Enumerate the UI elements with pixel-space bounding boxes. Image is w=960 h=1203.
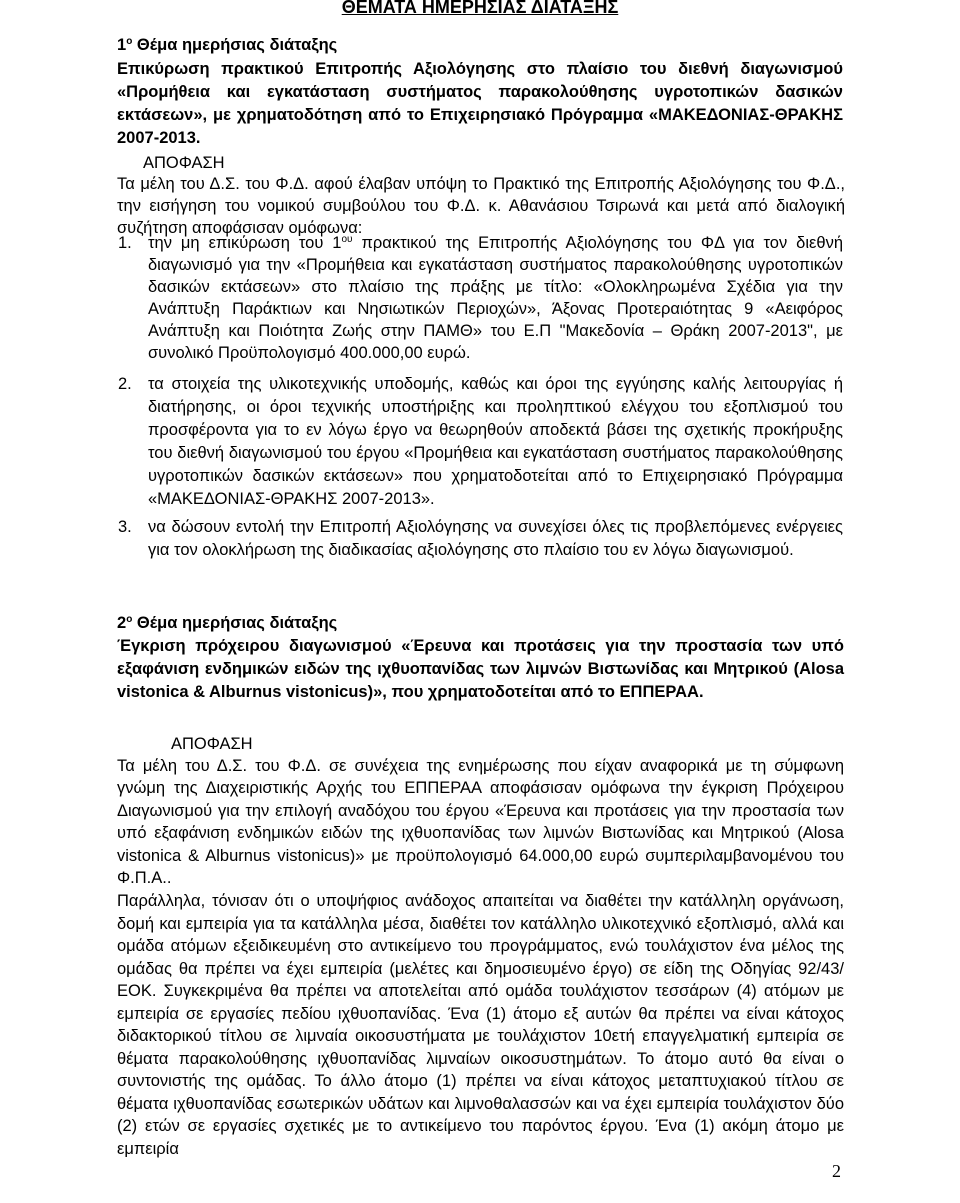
topic2-heading	[117, 612, 843, 634]
topic2-number: 2	[117, 614, 127, 632]
item1-sup: ου	[341, 234, 353, 245]
topic1-intro-text: Τα μέλη του Δ.Σ. του Φ.Δ. αφού έλαβαν υπόψη το Πρακτικό της Επιτροπής Αξιολόγησης του Φ.Δ., την εισήγηση του νομικού συμβούλου του Φ.Δ. κ. Αθανάσιου Τσιρωνά και μετά από διαλογική συζήτηση αποφάσισαν ομόφωνα:	[117, 175, 845, 237]
topic1-heading-text: Θέμα ημερήσιας διάταξης	[132, 36, 338, 54]
decision-label: ΑΠΟΦΑΣΗ	[171, 735, 253, 753]
agenda-title-text: ΘΕΜΑΤΑ ΗΜΕΡΗΣΙΑΣ ΔΙΑΤΑΞΗΣ	[341, 0, 619, 17]
item1-text-part2: πρακτικού της Επιτροπής Αξιολόγησης του ΦΔ για τον διεθνή διαγωνισμό για την «Προμήθεια και εγκατάσταση συστήματος παρακολούθησης υγροτοπικών δασικών εκτάσεων» στο πλαίσιο της πράξης με τίτλο: «Ολοκληρωμένα Σχέδια για την Ανάπτυξη Παράκτιων και Νησιωτικών Περιοχών», Άξονας Προτεραιότητας 9 «Αειφόρος Ανάπτυξη και Ποιότητα Ζωής στην ΠΑΜΘ» του Ε.Π "Μακεδονία – Θράκη 2007-2013", με συνολικό Προϋπολογισμό 400.000,00 ευρώ.	[148, 234, 843, 362]
topic1-heading	[117, 34, 843, 56]
topic1-subject-text: Επικύρωση πρακτικού Επιτροπής Αξιολόγησης στο πλαίσιο του διεθνή διαγωνισμού «Προμήθεια και εγκατάσταση συστήματος παρακολούθησης υγροτοπικών δασικών εκτάσεων», με χρηματοδότηση από το Επιχειρησιακό Πρόγραμμα «ΜΑΚΕΔΟΝΙΑΣ-ΘΡΑΚΗΣ 2007-2013.	[117, 60, 843, 147]
topic1-item-2	[118, 373, 843, 511]
item-number: 2.	[118, 375, 132, 393]
item-text: τα στοιχεία της υλικοτεχνικής υποδομής, καθώς και όροι της εγγύησης καλής λειτουργίας ή διατήρησης, οι όροι τεχνικής υποστήριξης και προληπτικού ελέγχου του εξοπλισμού του προσφέροντα για το εν λόγω έργο να θεωρηθούν αποδεκτά βάσει της σχετικής προκήρυξης του διεθνή διαγωνισμού του έργου «Προμήθεια και εγκατάσταση συστήματος παρακολούθησης υγροτοπικών δασικών εκτάσεων» που χρηματοδοτείται από το Επιχειρησιακό Πρόγραμμα «ΜΑΚΕΔΟΝΙΑΣ-ΘΡΑΚΗΣ 2007-2013».	[148, 375, 843, 508]
topic2-paragraph-2	[117, 890, 844, 1160]
page-number: 2	[832, 1161, 841, 1181]
item1-text-part1: την μη επικύρωση του 1	[148, 234, 342, 252]
topic1-number: 1	[117, 36, 127, 54]
topic1-intro	[117, 173, 845, 239]
item-text: να δώσουν εντολή την Επιτροπή Αξιολόγησης να συνεχίσει όλες τις προβλεπόμενες ενέργειες για τον ολοκλήρωση της διαδικασίας αξιολόγησης στο πλαίσιο του εν λόγω διαγωνισμού.	[148, 518, 843, 559]
decision-label: ΑΠΟΦΑΣΗ	[143, 154, 225, 172]
item-number: 1.	[118, 234, 132, 252]
topic1-item-1	[118, 232, 843, 364]
topic1-ordinal: ο	[126, 36, 133, 47]
topic2-decision-label	[171, 733, 897, 755]
agenda-title	[0, 0, 960, 18]
topic2-ordinal: ο	[126, 614, 133, 625]
topic2-paragraph-1	[117, 755, 844, 889]
topic2-para1-text: Τα μέλη του Δ.Σ. του Φ.Δ. σε συνέχεια της ενημέρωσης που είχαν αναφορικά με τη σύμφωνη γνώμη της Διαχειριστικής Αρχής του ΕΠΠΕΡΑΑ αποφάσισαν ομόφωνα την έγκριση Πρόχειρου Διαγωνισμού για την επιλογή αναδόχου του έργου «Έρευνα και προτάσεις για την προστασία των υπό εξαφάνιση ενδημικών ειδών της ιχθυοπανίδας των λιμνών Βιστωνίδας και Μητρικού (Alosa vistonica & Alburnus vistonicus)» με προϋπολογισμό 64.000,00 ευρώ συμπεριλαμβανομένου του Φ.Π.Α..	[117, 757, 844, 888]
topic2-heading-text: Θέμα ημερήσιας διάταξης	[132, 614, 338, 632]
topic1-decision-label	[143, 152, 869, 174]
topic2-subject	[117, 635, 844, 704]
topic1-item-3	[118, 516, 843, 562]
topic2-para2-text: Παράλληλα, τόνισαν ότι ο υποψήφιος ανάδοχος απαιτείται να διαθέτει την κατάλληλη οργάνωση, δομή και εμπειρία για τα κατάλληλα μέσα, διαθέτει τον κατάλληλο υλικοτεχνικό εξοπλισμό, αλλά και ομάδα ατόμων εξειδικευμένη στο αντικείμενο του προγράμματος, ενώ τουλάχιστον ένα μέλος της ομάδας θα πρέπει να έχει εμπειρία (μελέτες και δημοσιευμένο έργο) σε είδη της Οδηγίας 92/43/ΕΟΚ. Συγκεκριμένα θα πρέπει να αποτελείται από ομάδα τουλάχιστον τεσσάρων (4) ατόμων με εμπειρία σε εργασίες πεδίου ιχθυοπανίδας. Ένα (1) άτομο εξ αυτών θα πρέπει να είναι κάτοχος διδακτορικού τίτλου σε λιμναία οικοσυστήματα με τουλάχιστον 10ετή επαγγελματική εμπειρία σε θέματα παρακολούθησης ιχθυοπανίδας λιμναίων οικοσυστημάτων. Το άτομο αυτό θα είναι ο συντονιστής της ομάδας. Το άλλο άτομο (1) πρέπει να είναι κάτοχος μεταπτυχιακού τίτλου σε θέματα ιχθυοπανίδας εσωτερικών υδάτων και λιμνοθαλασσών και να έχει εμπειρία τουλάχιστον δύο (2) ετών σε εργασίες σχετικές με το αντικείμενο του παρόντος έργου. Ένα (1) ακόμη άτομο με εμπειρία	[117, 892, 844, 1158]
topic1-subject	[117, 58, 843, 150]
item-number: 3.	[118, 518, 132, 536]
topic2-subject-text: Έγκριση πρόχειρου διαγωνισμού «Έρευνα και προτάσεις για την προστασία των υπό εξαφάνιση ενδημικών ειδών της ιχθυοπανίδας των λιμνών Βιστωνίδας και Μητρικού (Alosa vistonica & Alburnus vistonicus)», που χρηματοδοτείται από το ΕΠΠΕΡΑΑ.	[117, 637, 844, 701]
item-text	[148, 232, 843, 364]
